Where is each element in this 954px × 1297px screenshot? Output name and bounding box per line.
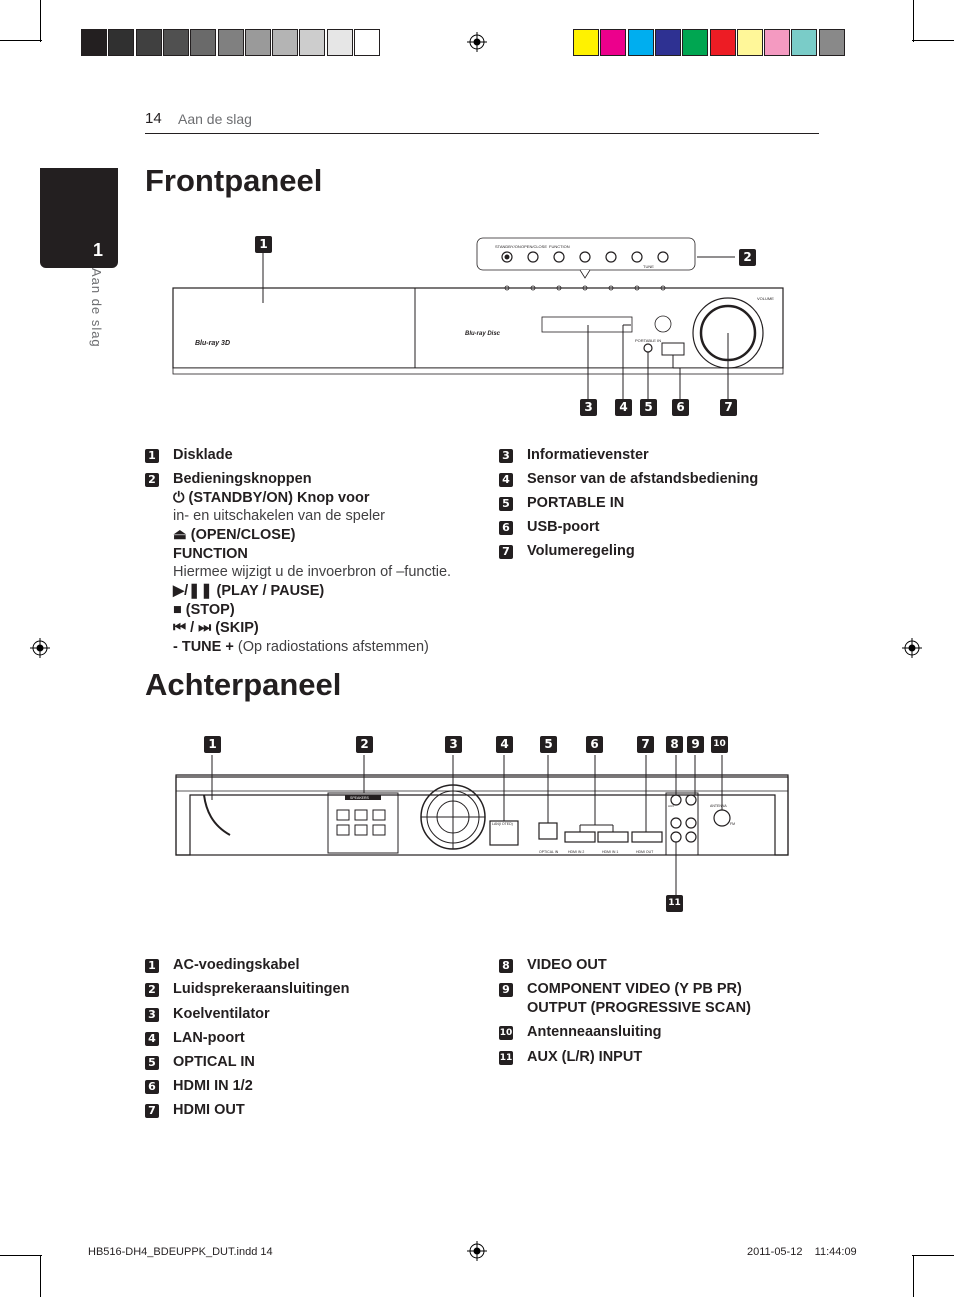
gray-swatch: [299, 29, 325, 56]
callout-5: 5: [540, 736, 557, 753]
crop-mark: [913, 0, 914, 42]
item-label: Bedieningsknoppen: [173, 471, 312, 487]
item-label: OUTPUT (PROGRESSIVE SCAN): [527, 1000, 751, 1016]
rear-panel-title: Achterpaneel: [145, 667, 342, 702]
item-label: Antenneaansluiting: [527, 1024, 662, 1040]
item-number: 2: [145, 983, 159, 997]
callout-6: 6: [672, 399, 689, 416]
callout-4: 4: [615, 399, 632, 416]
item-label: PORTABLE IN: [527, 495, 625, 511]
gray-swatch: [136, 29, 162, 56]
item-number: 2: [145, 473, 159, 487]
aux-label: AUX: [668, 804, 675, 808]
item-number: 4: [145, 1032, 159, 1046]
callout-2: 2: [356, 736, 373, 753]
skip-desc: ⏮ / ⏭ (SKIP): [173, 620, 259, 636]
color-swatch: [764, 29, 790, 56]
gray-swatch: [245, 29, 271, 56]
item-number: 1: [145, 959, 159, 973]
registration-mark-icon: [30, 638, 50, 658]
crop-mark: [912, 40, 954, 41]
color-swatch: [791, 29, 817, 56]
item-number: 11: [499, 1053, 513, 1063]
crop-mark: [0, 40, 42, 41]
item-label: AC-voedingskabel: [173, 957, 300, 973]
stop-icon: ■: [173, 602, 182, 618]
callout-5: 5: [640, 399, 657, 416]
item-number: 6: [145, 1080, 159, 1094]
item-label: Luidsprekeraansluitingen: [173, 981, 350, 997]
callout-8: 8: [666, 736, 683, 753]
hdmi-in1-label: HDMI IN 1: [602, 850, 619, 854]
rear-panel-diagram: [170, 755, 795, 925]
portable-in-label: PORTABLE IN: [635, 338, 662, 343]
function-desc: FUNCTION: [173, 546, 248, 562]
color-swatch: [737, 29, 763, 56]
gray-swatch: [272, 29, 298, 56]
gray-swatch: [108, 29, 134, 56]
header-rule: [145, 133, 819, 134]
callout-1: 1: [204, 736, 221, 753]
bluray-disc-logo: Blu-ray Disc: [465, 331, 501, 337]
crop-mark: [40, 1255, 41, 1297]
item-number: 10: [499, 1028, 513, 1038]
standby-label: STANDBY/ON: [495, 244, 521, 249]
footer-filename: HB516-DH4_BDEUPPK_DUT.indd 14: [88, 1246, 273, 1258]
item-number: 5: [145, 1056, 159, 1070]
callout-2: 2: [739, 249, 756, 266]
chapter-tab: [40, 168, 118, 268]
item-label: AUX (L/R) INPUT: [527, 1049, 643, 1065]
open-close-label: OPEN/CLOSE: [521, 244, 548, 249]
function-sub: Hiermee wijzigt u de invoerbron of –functie.: [173, 564, 452, 580]
gray-swatch: [327, 29, 353, 56]
callout-11: 11: [666, 895, 683, 912]
gray-swatch: [218, 29, 244, 56]
color-swatch: [628, 29, 654, 56]
play-pause-desc: ▶/❚❚ (PLAY / PAUSE): [173, 583, 325, 599]
function-label: FUNCTION: [549, 244, 570, 249]
callout-7: 7: [720, 399, 737, 416]
front-panel-title: Frontpaneel: [145, 163, 323, 198]
fm-label: FM: [730, 822, 736, 826]
item-number: 1: [145, 449, 159, 463]
gray-swatch: [81, 29, 107, 56]
front-panel-diagram: [165, 230, 795, 420]
standby-desc: ⏻ (STANDBY/ON) Knop voor: [173, 490, 370, 506]
item-number: 5: [499, 497, 513, 511]
item-number: 3: [499, 449, 513, 463]
callout-3: 3: [445, 736, 462, 753]
antenna-label: ANTENNA: [710, 804, 727, 808]
skip-icon: ⏮ / ⏭: [173, 620, 212, 636]
callout-9: 9: [687, 736, 704, 753]
standby-sub: in- en uitschakelen van de speler: [173, 508, 385, 524]
item-label: Sensor van de afstandsbediening: [527, 471, 759, 487]
crop-mark: [912, 1255, 954, 1256]
callout-6: 6: [586, 736, 603, 753]
callout-1: 1: [255, 236, 272, 253]
tune-desc: - TUNE + (Op radiostations afstemmen): [173, 639, 429, 655]
chapter-label: Aan de slag: [89, 268, 104, 348]
item-label: HDMI OUT: [173, 1102, 245, 1118]
item-label: VIDEO OUT: [527, 957, 607, 973]
open-close-desc: ⏏ (OPEN/CLOSE): [173, 527, 296, 543]
item-label: LAN-poort: [173, 1030, 245, 1046]
crop-mark: [0, 1255, 42, 1256]
footer-timestamp: 2011-05-12 11:44:09: [747, 1246, 857, 1258]
callout-3: 3: [580, 399, 597, 416]
item-number: 3: [145, 1008, 159, 1022]
hdmi-in2-label: HDMI IN 2: [568, 850, 585, 854]
registration-mark-icon: [467, 32, 487, 52]
callout-7: 7: [637, 736, 654, 753]
item-number: 8: [499, 959, 513, 973]
item-label: HDMI IN 1/2: [173, 1078, 253, 1094]
item-label: COMPONENT VIDEO (Y PB PR): [527, 981, 742, 997]
hdmi-out-label: HDMI OUT: [636, 850, 654, 854]
item-label: Informatievenster: [527, 447, 649, 463]
item-label: USB-poort: [527, 519, 600, 535]
gray-swatch: [163, 29, 189, 56]
color-swatch: [682, 29, 708, 56]
bluray-3d-logo: Blu-ray 3D: [195, 340, 231, 347]
color-swatch: [600, 29, 626, 56]
lan-label: LAN(I OTED): [492, 822, 513, 826]
tune-label: TUNE: [643, 264, 654, 269]
optical-label: OPTICAL IN: [539, 850, 559, 854]
color-swatch: [655, 29, 681, 56]
speakers-label: SPEAKERS: [350, 796, 369, 800]
crop-mark: [40, 0, 41, 42]
item-number: 4: [499, 473, 513, 487]
stop-desc: ■ (STOP): [173, 602, 235, 618]
item-number: 7: [145, 1104, 159, 1118]
registration-mark-icon: [467, 1241, 487, 1261]
item-number: 7: [499, 545, 513, 559]
crop-mark: [913, 1255, 914, 1297]
running-header: Aan de slag: [178, 111, 252, 127]
play-pause-icon: ▶/❚❚: [173, 583, 213, 599]
item-label: OPTICAL IN: [173, 1054, 255, 1070]
callout-4: 4: [496, 736, 513, 753]
color-swatch: [710, 29, 736, 56]
volume-label: VOLUME: [757, 296, 774, 301]
color-swatch: [573, 29, 599, 56]
item-label: Disklade: [173, 447, 233, 463]
gray-swatch: [190, 29, 216, 56]
item-number: 9: [499, 983, 513, 997]
color-swatch: [819, 29, 845, 56]
page-number: 14: [145, 110, 162, 127]
callout-10: 10: [711, 736, 728, 753]
chapter-number: 1: [93, 240, 104, 260]
power-icon: ⏻: [173, 490, 185, 506]
gray-swatch: [354, 29, 380, 56]
item-label: Koelventilator: [173, 1006, 270, 1022]
item-label: Volumeregeling: [527, 543, 635, 559]
item-number: 6: [499, 521, 513, 535]
registration-mark-icon: [902, 638, 922, 658]
eject-icon: ⏏: [173, 527, 187, 543]
